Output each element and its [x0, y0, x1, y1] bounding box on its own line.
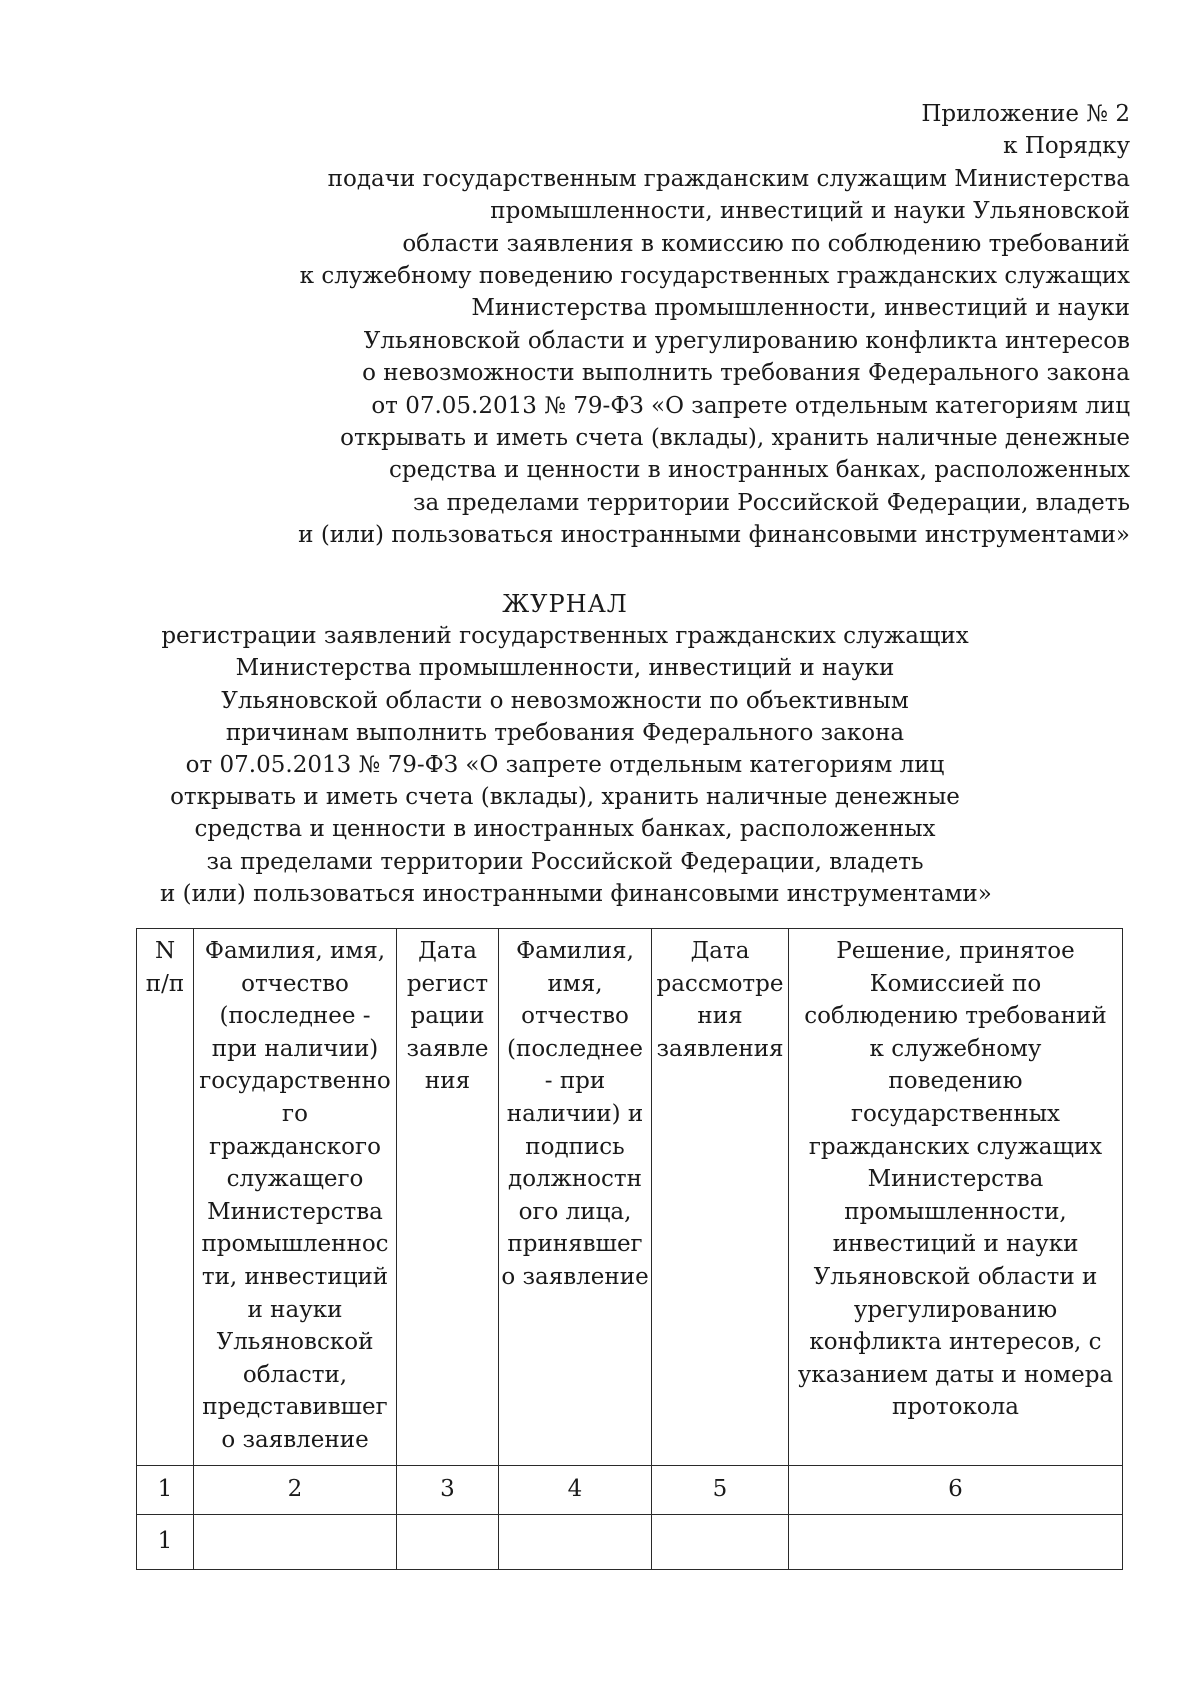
- header-line: (последнее -: [219, 1003, 371, 1030]
- journal-subtitle-line: открывать и иметь счета (вклады), хранить наличные денежные: [170, 784, 960, 811]
- journal-title-block: [160, 588, 992, 910]
- appendix-line: Министерства промышленности, инвестиций и науки: [471, 295, 1130, 322]
- appendix-line: и (или) пользоваться иностранными финансовыми инструментами»: [298, 522, 1130, 549]
- column-number-cell: 3: [397, 1465, 499, 1514]
- header-line: рассмотре: [656, 970, 784, 997]
- header-line: ния: [424, 1068, 471, 1095]
- header-line: конфликта интересов, с: [809, 1329, 1102, 1356]
- header-cell-number: [137, 929, 194, 1466]
- header-line: поведению: [888, 1068, 1023, 1095]
- header-line: протокола: [891, 1394, 1020, 1421]
- table-cell: [194, 1514, 397, 1569]
- header-line: наличии) и: [506, 1100, 644, 1127]
- journal-subtitle-line: за пределами территории Российской Федерации, владеть: [206, 848, 924, 875]
- header-line: ого лица,: [518, 1198, 632, 1225]
- header-line: - при: [544, 1068, 606, 1095]
- header-line: рации: [410, 1003, 485, 1030]
- header-line: промышленности,: [844, 1198, 1067, 1225]
- header-line: подпись: [525, 1133, 625, 1160]
- column-number-cell: 5: [652, 1465, 789, 1514]
- appendix-line: области заявления в комиссию по соблюдению требований: [402, 230, 1130, 257]
- header-line: области,: [242, 1361, 348, 1388]
- appendix-line: Ульяновской области и урегулированию конфликта интересов: [363, 327, 1130, 354]
- header-line: Дата: [418, 938, 477, 964]
- journal-subtitle-line: Ульяновской области о невозможности по объективным: [221, 687, 909, 714]
- header-line: Ульяновской области и: [813, 1263, 1098, 1290]
- appendix-line: от 07.05.2013 № 79-ФЗ «О запрете отдельным категориям лиц: [371, 392, 1130, 419]
- table-cell: 1: [137, 1514, 194, 1569]
- journal-title: ЖУРНАЛ: [502, 590, 628, 618]
- header-line: отчество: [241, 970, 349, 997]
- header-line: урегулированию: [853, 1296, 1058, 1323]
- header-line: заявле: [406, 1035, 489, 1062]
- header-line: ти, инвестиций: [201, 1263, 389, 1290]
- header-line: гражданских служащих: [808, 1133, 1103, 1160]
- appendix-line: о невозможности выполнить требования Федерального закона: [362, 360, 1130, 387]
- header-line: к служебному: [869, 1035, 1042, 1062]
- column-number-cell: 4: [499, 1465, 652, 1514]
- header-line: N: [154, 938, 176, 964]
- appendix-line: Приложение № 2: [921, 101, 1130, 127]
- appendix-line: за пределами территории Российской Федерации, владеть: [413, 489, 1130, 516]
- header-line: Дата: [690, 938, 750, 964]
- table-cell: [652, 1514, 789, 1569]
- table-cell: [499, 1514, 652, 1569]
- header-cell-commission-decision: [789, 929, 1123, 1466]
- header-line: Фамилия, имя,: [204, 938, 386, 964]
- journal-subtitle-line: Министерства промышленности, инвестиций и науки: [235, 655, 895, 682]
- header-line: п/п: [145, 970, 185, 997]
- appendix-line: к Порядку: [1003, 133, 1130, 160]
- header-line: служащего: [226, 1166, 364, 1193]
- header-line: отчество: [521, 1003, 629, 1030]
- journal-subtitle-line: регистрации заявлений государственных гражданских служащих: [161, 623, 969, 650]
- header-line: заявления: [656, 1035, 784, 1062]
- header-line: о заявление: [501, 1263, 649, 1290]
- journal-subtitle-line: средства и ценности в иностранных банках, расположенных: [194, 816, 936, 843]
- table-cell: [789, 1514, 1123, 1569]
- header-line: представившег: [202, 1394, 388, 1421]
- column-number-row: [137, 1465, 1123, 1514]
- appendix-line: открывать и иметь счета (вклады), хранить наличные денежные: [340, 425, 1130, 452]
- appendix-line: средства и ценности в иностранных банках, расположенных: [388, 457, 1130, 484]
- header-line: регист: [406, 970, 489, 997]
- appendix-line: промышленности, инвестиций и науки Ульяновской: [490, 198, 1130, 225]
- header-line: Фамилия,: [516, 938, 634, 964]
- header-cell-applicant-name: [194, 929, 397, 1466]
- header-line: государственных: [850, 1100, 1060, 1127]
- header-line: промышленнос: [201, 1231, 389, 1258]
- journal-subtitle-line: причинам выполнить требования Федерального закона: [225, 719, 905, 746]
- header-line: Решение, принятое: [836, 938, 1075, 964]
- header-line: государственно: [199, 1068, 391, 1095]
- appendix-header: [250, 98, 1130, 552]
- header-line: инвестиций и науки: [832, 1231, 1079, 1258]
- header-line: го: [282, 1100, 308, 1127]
- header-line: (последнее: [507, 1035, 643, 1062]
- table-row: [137, 1514, 1123, 1569]
- header-line: соблюдению требований: [804, 1003, 1107, 1030]
- appendix-line: к служебному поведению государственных гражданских служащих: [299, 263, 1130, 290]
- header-line: указанием даты и номера: [797, 1361, 1114, 1388]
- header-line: имя,: [547, 970, 603, 997]
- header-line: принявшег: [507, 1231, 643, 1258]
- header-line: Комиссией по: [869, 970, 1042, 997]
- column-number-cell: 6: [789, 1465, 1123, 1514]
- header-line: Министерства: [867, 1166, 1044, 1193]
- header-line: и науки: [247, 1296, 343, 1323]
- journal-subtitle-line: и (или) пользоваться иностранными финансовыми инструментами»: [160, 880, 992, 907]
- header-cell-registration-date: [397, 929, 499, 1466]
- column-number-cell: 2: [194, 1465, 397, 1514]
- header-line: Министерства: [207, 1198, 383, 1225]
- header-cell-review-date: [652, 929, 789, 1466]
- header-cell-official-name: [499, 929, 652, 1466]
- journal-subtitle-line: от 07.05.2013 № 79-ФЗ «О запрете отдельным категориям лиц: [185, 752, 945, 779]
- column-number-cell: 1: [137, 1465, 194, 1514]
- header-line: ния: [697, 1003, 743, 1030]
- header-line: должностн: [508, 1166, 642, 1193]
- table-header-row: [137, 929, 1123, 1466]
- header-line: о заявление: [221, 1426, 369, 1453]
- registration-journal-table: [136, 928, 1123, 1570]
- header-line: Ульяновской: [216, 1329, 374, 1356]
- header-line: гражданского: [209, 1133, 381, 1160]
- table-cell: [397, 1514, 499, 1569]
- header-line: при наличии): [211, 1035, 379, 1062]
- appendix-line: подачи государственным гражданским служащим Министерства: [327, 165, 1130, 192]
